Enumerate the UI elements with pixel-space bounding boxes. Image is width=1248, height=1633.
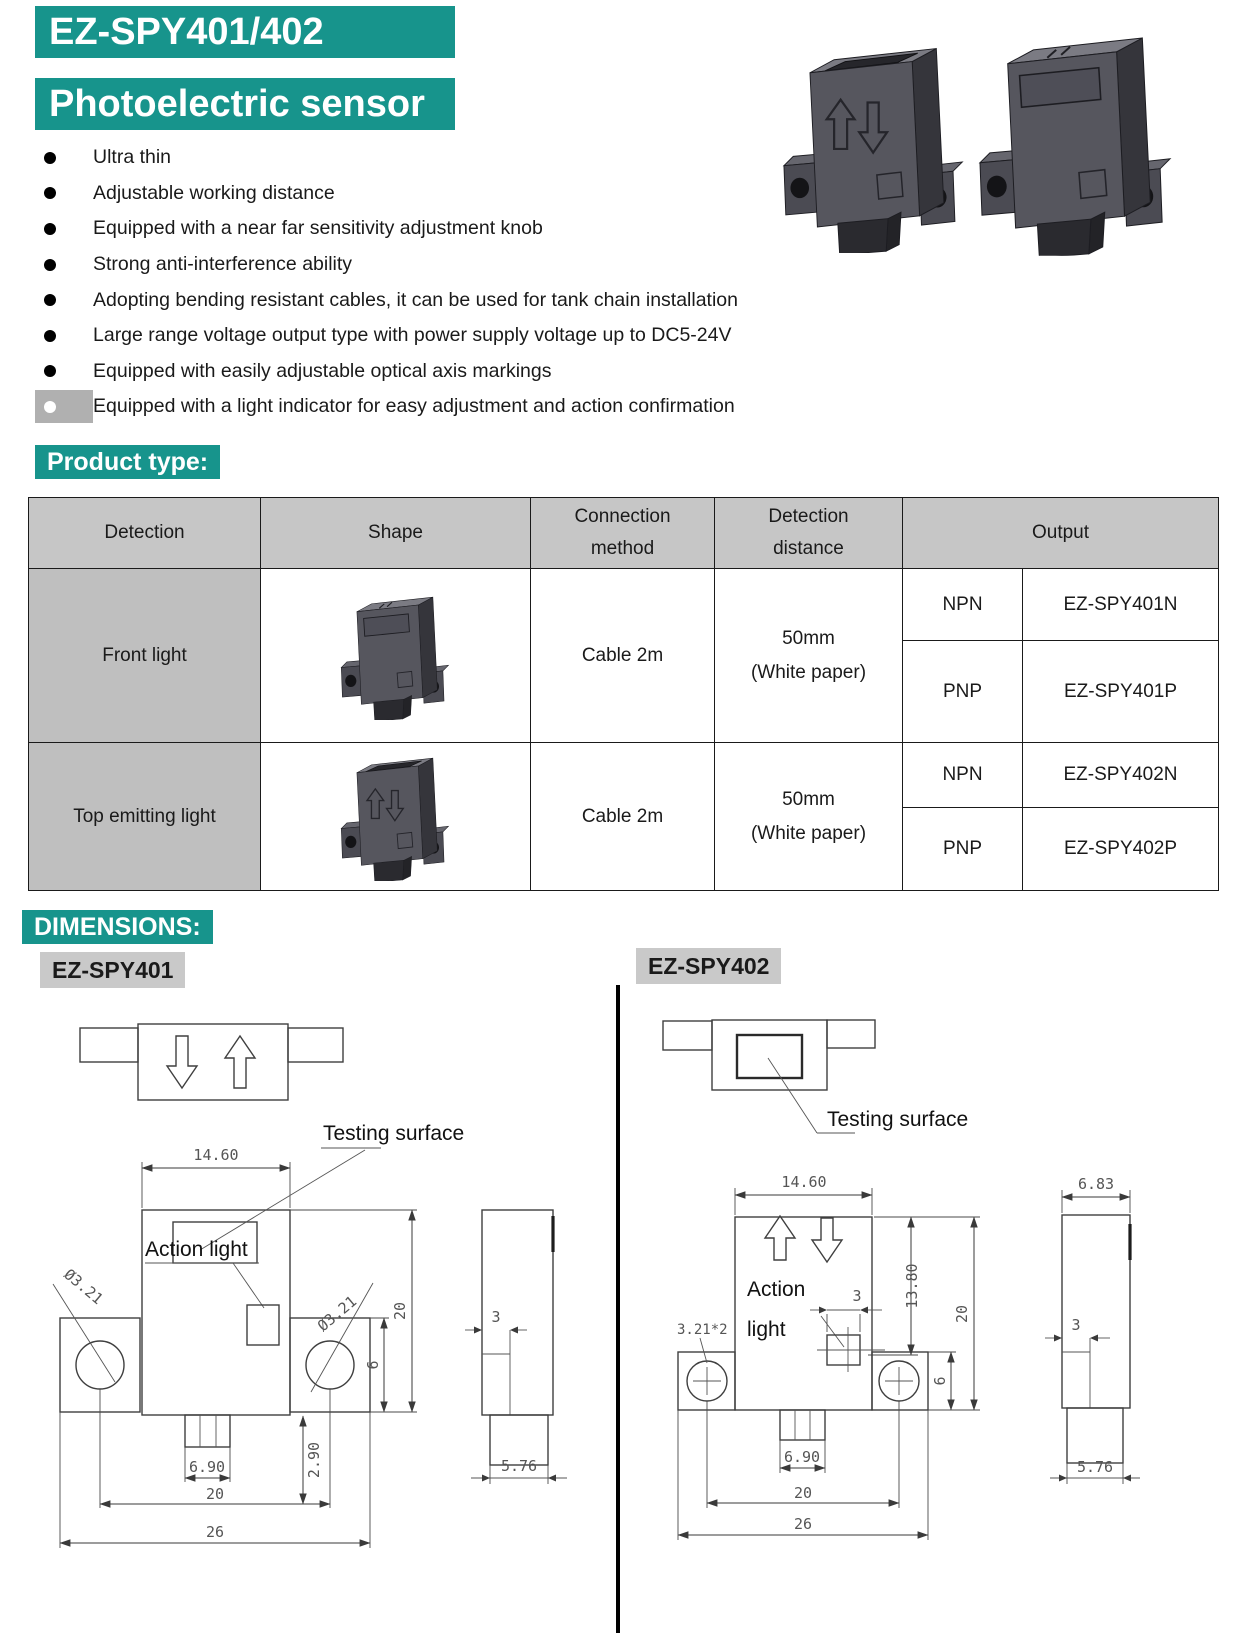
spy402-label: EZ-SPY402	[636, 948, 781, 984]
drawing-lines	[53, 1148, 567, 1548]
dim-tab-401: 6.90	[188, 1458, 226, 1476]
product-type-table	[28, 497, 1219, 891]
bullet-icon	[44, 365, 56, 377]
dim-total-401: 26	[205, 1523, 225, 1541]
dim-hole-left-401: Ø3.21	[60, 1265, 107, 1309]
cell-output-type: NPN	[903, 743, 1023, 808]
drawing-lines	[80, 1024, 343, 1100]
product-title-banner: Photoelectric sensor	[35, 78, 455, 130]
cell-shape-front-light	[261, 569, 531, 743]
feature-text: Adjustable working distance	[93, 181, 335, 204]
spy401-label: EZ-SPY401	[40, 952, 185, 988]
col-header-distance: Detection distance	[715, 498, 903, 569]
feature-item	[35, 176, 875, 212]
dim-height-402: 20	[953, 1304, 971, 1324]
bullet-icon	[44, 152, 56, 164]
model-title-banner: EZ-SPY401/402	[35, 6, 455, 58]
dim-side-bottom-402: 5.76	[1076, 1458, 1114, 1476]
cell-output-type: PNP	[903, 641, 1023, 743]
shape-render-front-light	[340, 586, 452, 720]
cell-distance	[715, 743, 903, 891]
dim-holes-span-402: 20	[793, 1484, 813, 1502]
feature-text: Equipped with easily adjustable optical axis markings	[93, 359, 552, 382]
dim-height-401: 20	[391, 1301, 409, 1321]
bullet-box	[35, 319, 93, 352]
feature-text: Equipped with a light indicator for easy adjustment and action confirmation	[93, 395, 735, 418]
feature-text: Adopting bending resistant cables, it can be used for tank chain installation	[93, 288, 738, 311]
spy401-dimension-drawing	[35, 1100, 595, 1572]
dim-holes-402: 3.21*2	[677, 1322, 728, 1338]
product-type-heading: Product type:	[35, 445, 220, 479]
cell-output-model: EZ-SPY401P	[1023, 641, 1219, 743]
cell-output-model: EZ-SPY402P	[1023, 808, 1219, 891]
table-row	[29, 743, 1219, 808]
bullet-box	[35, 141, 93, 174]
feature-item	[35, 247, 875, 283]
cell-detection-top-emitting: Top emitting light	[29, 743, 261, 891]
feature-item	[35, 354, 875, 390]
dim-ear-402: 6	[931, 1376, 949, 1386]
dim-tab-402: 6.90	[783, 1448, 821, 1466]
col-header-detection: Detection	[29, 498, 261, 569]
feature-item	[35, 140, 875, 176]
spy401-top-view-drawing	[68, 1012, 360, 1108]
cell-distance	[715, 569, 903, 743]
feature-text: Large range voltage output type with power supply voltage up to DC5-24V	[93, 324, 732, 347]
cell-connection: Cable 2m	[531, 743, 715, 891]
dim-ear-401: 6	[364, 1360, 382, 1370]
dim-width-401: 14.60	[193, 1146, 239, 1164]
bullet-icon	[44, 330, 56, 342]
bullet-icon	[44, 294, 56, 306]
distance-value: 50mm	[782, 627, 835, 649]
action-light-label-402-line1: Action	[747, 1278, 806, 1301]
feature-text: Strong anti-interference ability	[93, 253, 353, 276]
distance-note: (White paper)	[750, 661, 867, 683]
bullet-icon	[44, 223, 56, 235]
cell-shape-top-emitting	[261, 743, 531, 891]
dim-light-402: 3	[852, 1287, 862, 1305]
bullet-box	[35, 284, 93, 317]
distance-value: 50mm	[782, 788, 835, 810]
bullet-box	[35, 390, 93, 423]
feature-item	[35, 211, 875, 247]
bullet-box	[35, 355, 93, 388]
cell-detection-front-light: Front light	[29, 569, 261, 743]
spy402-dimension-drawing	[620, 1110, 1145, 1588]
dimensions-heading: DIMENSIONS:	[22, 910, 213, 944]
bullet-box	[35, 248, 93, 281]
dim-holes-span-401: 20	[205, 1485, 225, 1503]
testing-surface-label-401: Testing surface	[323, 1122, 465, 1145]
cell-connection: Cable 2m	[531, 569, 715, 743]
hero-render-front-light	[978, 18, 1176, 256]
bullet-icon	[44, 401, 56, 413]
dim-total-402: 26	[793, 1515, 813, 1533]
feature-list	[35, 140, 875, 425]
col-header-shape: Shape	[261, 498, 531, 569]
bullet-icon	[44, 259, 56, 271]
dim-side-lip-401: 3	[491, 1308, 501, 1326]
action-light-label-402-line2: light	[747, 1318, 786, 1341]
dim-top-to-light-402: 13.80	[903, 1263, 921, 1309]
bullet-icon	[44, 187, 56, 199]
dim-side-width-402: 6.83	[1077, 1175, 1115, 1193]
cell-output-model: EZ-SPY402N	[1023, 743, 1219, 808]
distance-note: (White paper)	[750, 822, 867, 844]
table-header-row	[29, 498, 1219, 569]
cell-output-type: NPN	[903, 569, 1023, 641]
bullet-box	[35, 212, 93, 245]
dim-side-lip-402: 3	[1071, 1316, 1081, 1334]
dim-offset-401: 2.90	[305, 1441, 323, 1479]
table-row	[29, 569, 1219, 641]
dim-hole-right-401: Ø3.21	[314, 1292, 361, 1336]
drawing-lines	[678, 1188, 1140, 1540]
feature-item	[35, 318, 875, 354]
col-header-connection: Connection method	[531, 498, 715, 569]
col-header-output: Output	[903, 498, 1219, 569]
feature-text: Equipped with a near far sensitivity adjustment knob	[93, 217, 543, 240]
dim-side-width-401: 5.76	[500, 1457, 538, 1475]
shape-render-top-emitting	[340, 747, 452, 881]
dim-width-402: 14.60	[781, 1173, 827, 1191]
cell-output-type: PNP	[903, 808, 1023, 891]
feature-text: Ultra thin	[93, 146, 172, 169]
testing-surface-label-402: Testing surface	[827, 1108, 969, 1131]
bullet-box	[35, 177, 93, 210]
action-light-label-401: Action light	[145, 1238, 248, 1261]
feature-item-highlighted	[35, 389, 875, 425]
cell-output-model: EZ-SPY401N	[1023, 569, 1219, 641]
feature-item	[35, 282, 875, 318]
